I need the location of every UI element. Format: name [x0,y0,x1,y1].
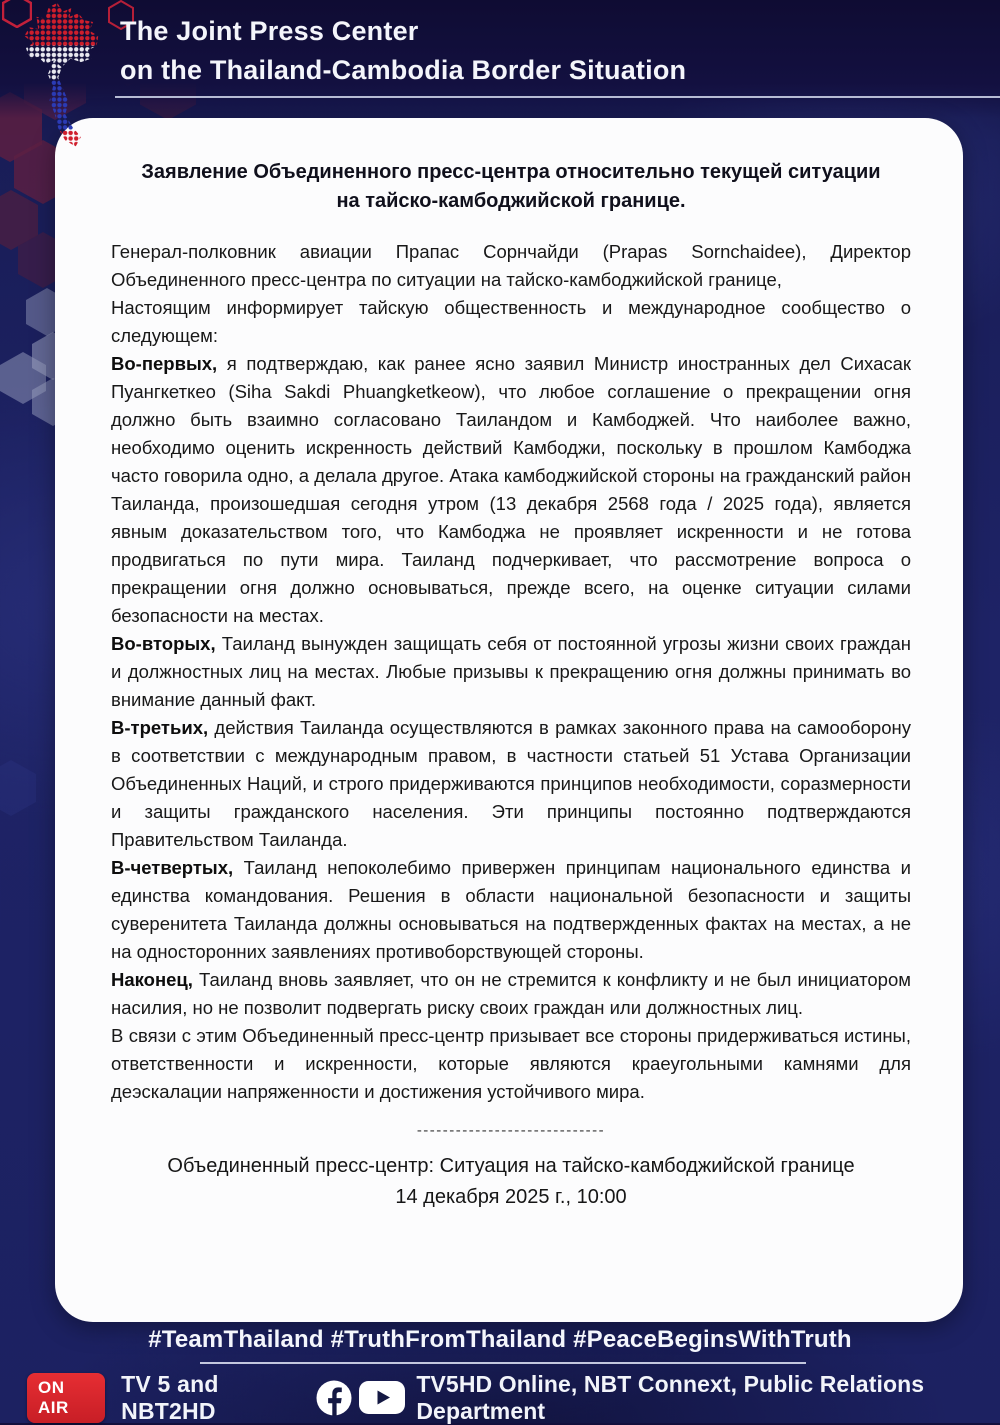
paragraph [111,966,911,1022]
paragraph [111,854,911,966]
paragraph-lead: В-третьих, [111,717,215,738]
social-icons [316,1380,405,1416]
youtube-icon [359,1381,405,1414]
paragraph [111,630,911,714]
hexagon-decoration [0,760,36,816]
tv-channels-label: TV 5 and NBT2HD [121,1370,219,1424]
broadcast-bar [0,1372,1000,1423]
facebook-icon [316,1380,352,1416]
document-paragraphs [111,238,911,1106]
paragraph-lead: Во-первых, [111,353,227,374]
paragraph [111,350,911,630]
hashtags-line: #TeamThailand #TruthFromThailand #PeaceBeginsWithTruth [148,1326,852,1353]
paragraph [111,294,911,350]
paragraph-text: Таиланд непоколебимо привержен принципам национального единства и единства командования. Решения в области национальной безопасности и защиты суверенитета Таиланда должны основываться на подтвержденных фактах на местах, а не на односторонних заявлениях противоборствующей стороны. [111,857,911,962]
header-banner [0,0,1000,118]
paragraph-text: В связи с этим Объединенный пресс-центр призывает все стороны придерживаться истины, ответственности и искренности, которые являются краеугольными камнями для деэскалации напряженности и достижения устойчивого мира. [111,1025,911,1102]
dashed-separator: ----------------------------- [416,1122,606,1139]
paragraph-text: Таиланд вновь заявляет, что он не стремится к конфликту и не был инициатором насилия, но не позволит подвергать риску своих граждан или должностных лиц. [111,969,911,1018]
document-title: Заявление Объединенного пресс-центра относительно текущей ситуации на тайско-камбоджийской границе. [141,161,881,212]
paragraph-lead: Во-вторых, [111,633,222,654]
paragraph-text: Настоящим информирует тайскую общественность и международное сообщество о следующем: [111,297,911,346]
paragraph-text: действия Таиланда осуществляются в рамках законного права на самооборону в соответствии с международным правом, в частности статьей 51 Устава Организации Объединенных Наций, и строго придерживаются принципов необходимости, соразмерности и защиты гражданского населения. Эти принципы постоянно подтверждаются Правительством Таиланда. [111,717,911,850]
paragraph [111,238,911,294]
paragraph-lead: Наконец, [111,969,199,990]
paragraph [111,1022,911,1106]
document-card [55,118,963,1322]
paragraph-text: я подтверждаю, как ранее ясно заявил Министр иностранных дел Сихасак Пуангкеткео (Siha Sakdi Phuangketkeow), что любое соглашение о прекращении огня должно быть взаимно согласовано Таиландом и Камбоджей. Что наиболее важно, необходимо оценить искренность действий Камбоджи, поскольку в прошлом Камбоджа часто говорила одно, а делала другое. Атака камбоджийской стороны на гражданский район Таиланда, произошедшая сегодня утром (13 декабря 2568 года / 2025 года), является явным доказательством того, что Камбоджа не проявляет искренности и не готова продвигаться по пути мира. Таиланд подчеркивает, что рассмотрение вопроса о прекращении огня должно основываться, прежде всего, на оценке ситуации силами безопасности на местах. [111,353,911,626]
thailand-map-logo [8,2,112,150]
signoff-datetime: 14 декабря 2025 г., 10:00 [395,1186,627,1208]
paragraph [111,714,911,854]
signoff-source: Объединенный пресс-центр: Ситуация на тайско-камбоджийской границе [167,1155,855,1177]
on-air-badge: ON AIR [27,1373,105,1423]
header-title-line1: The Joint Press Center [120,16,419,46]
header-divider-line [115,96,1000,98]
header-title-line2: on the Thailand-Cambodia Border Situation [120,55,687,85]
online-platforms-label: TV5HD Online, NBT Connext, Public Relations Department [416,1370,925,1424]
footer-divider-line [200,1362,806,1364]
paragraph-text: Таиланд вынужден защищать себя от постоянной угрозы жизни своих граждан и должностных лиц на местах. Любые призывы к прекращению огня должны принимать во внимание данный факт. [111,633,911,710]
paragraph-lead: В-четвертых, [111,857,244,878]
paragraph-text: Генерал-полковник авиации Прапас Сорнчайди (Prapas Sornchaidee), Директор Объединенного пресс-центра по ситуации на тайско-камбоджийской границе, [111,241,911,290]
